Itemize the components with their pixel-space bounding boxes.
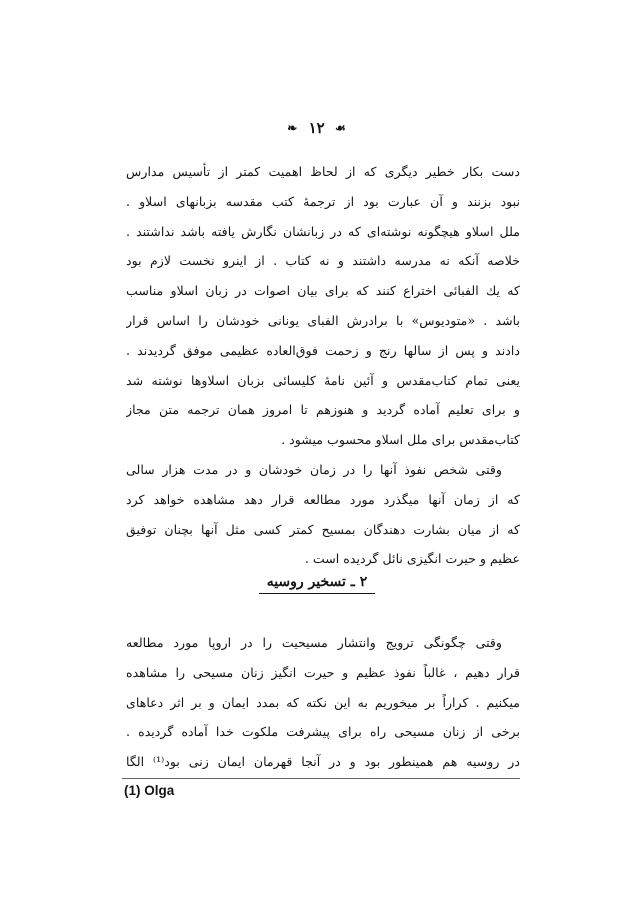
footnote: (1) Olga bbox=[124, 783, 175, 798]
text-line: که از میان بشارت دهندگان بمسیح کمتر کسی مثل آنها بچنان توفیق bbox=[126, 521, 520, 537]
text-line: برخی از زنان مسیحی راه برای پیشرفت ملکوت خدا آماده گردیده . bbox=[126, 724, 520, 740]
footnote-divider bbox=[122, 778, 520, 779]
paragraph-2 bbox=[126, 455, 520, 574]
ornament-left-icon: ❧ bbox=[287, 121, 299, 135]
text-line: خلاصه آنکه نه مدرسه داشتند و نه کتاب . از اینرو نخست لازم بود bbox=[126, 253, 520, 269]
page-number: ۱۲ bbox=[308, 119, 325, 137]
text-line: دادند و پس از سالها رنج و زحمت فوق‌العاده عظیمی موفق گردیدند . bbox=[126, 342, 520, 358]
text-line: که یك الفبائی اختراع کنند که برای بیان اصوات در زبان اسلاو مناسب bbox=[126, 283, 520, 299]
text-line: در روسیه هم همینطور بود و در آنجا قهرمان ایمان زنی بود⁽¹⁾ الگا bbox=[126, 754, 520, 770]
text-line: و برای تعلیم آماده گردید و هنوزهم تا امروز همان ترجمه متن مجاز bbox=[126, 402, 520, 418]
text-line: میکنیم . کراراً بر میخوریم به این نکته که بمدد ایمان و بر اثر دعاهای bbox=[126, 694, 520, 710]
text-line: نبود بزنند و آن عبارت بود از ترجمهٔ کتب مقدسه بزبانهای اسلاو . bbox=[126, 193, 520, 209]
section-title: ۲ ـ تسخیر روسیه bbox=[259, 574, 376, 594]
text-line: دست بکار خطیر دیگری که از لحاظ اهمیت کمتر از تأسیس مدارس bbox=[126, 164, 520, 179]
paragraph-3 bbox=[126, 628, 520, 777]
section-heading bbox=[0, 574, 634, 594]
page-header bbox=[0, 118, 634, 137]
main-text-bottom bbox=[126, 628, 520, 777]
text-line: یعنی تمام کتاب‌مقدس و آئین نامهٔ کلیسائی بزبان اسلاوها نوشته شد bbox=[126, 372, 520, 388]
text-line: عظیم و حیرت انگیزی نائل گردیده است . bbox=[304, 551, 520, 567]
text-line: وقتی چگونگی ترویج وانتشار مسیحیت را در اروپا مورد مطالعه bbox=[126, 635, 502, 650]
ornament-right-icon: ☙ bbox=[334, 121, 347, 135]
text-line: باشد . «متودیوس» با برادرش الفبای یونانی خودشان را اساس قرار bbox=[126, 312, 520, 328]
text-line: که از زمان آنها میگذرد مورد مطالعه قرار دهد مشاهده خواهد کرد bbox=[126, 491, 520, 507]
text-line: ملل اسلاو هیچگونه نوشته‌ای که در زبانشان نگارش یافته باشد نداشتند . bbox=[126, 223, 520, 239]
main-text-top bbox=[126, 157, 520, 574]
text-line: وقتی شخص نفوذ آنها را در زمان خودشان و در مدت هزار سالی bbox=[126, 461, 502, 477]
paragraph-1 bbox=[126, 157, 520, 455]
text-line: کتاب‌مقدس برای ملل اسلاو محسوب میشود . bbox=[281, 432, 520, 448]
text-line: قرار دهیم ، غالباً نفوذ عظیم و حیرت انگیز زنان مسیحی را مشاهده bbox=[126, 664, 520, 680]
